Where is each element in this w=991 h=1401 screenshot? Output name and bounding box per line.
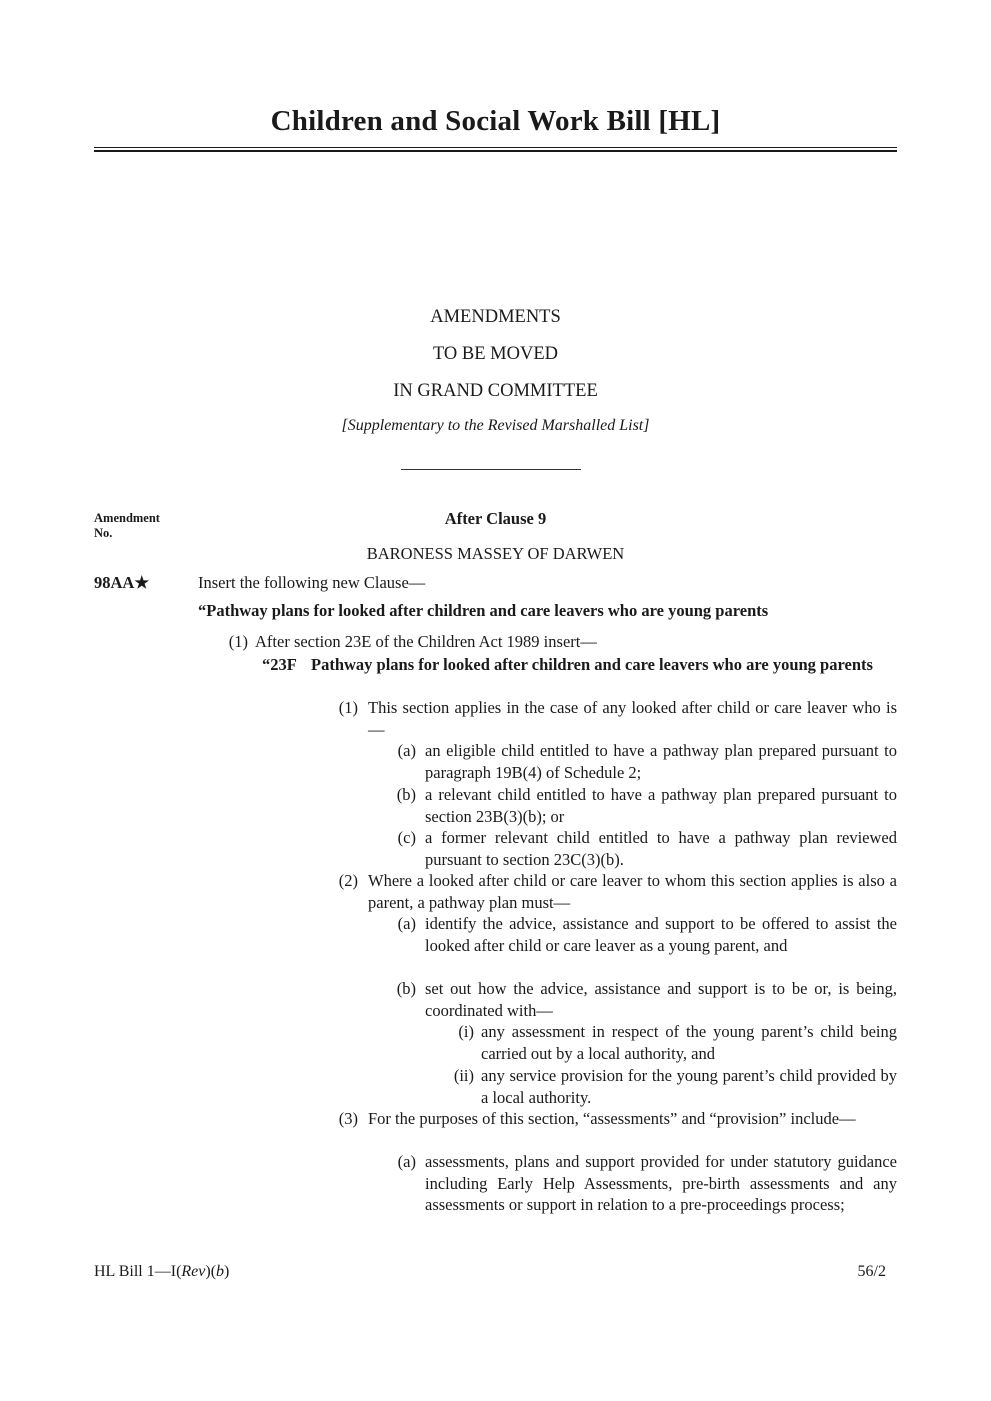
s2-b-item-ii-text: any service provision for the young parent’s child provided by a local authority. <box>481 1066 897 1107</box>
amendment-no-label-line1: Amendment <box>94 511 160 525</box>
bill-ref-rev: Rev <box>181 1263 206 1280</box>
after-clause-heading: After Clause 9 <box>444 509 547 528</box>
section-divider <box>401 469 581 470</box>
heading-to-be-moved: TO BE MOVED <box>432 344 559 364</box>
s1-number: (1) <box>338 698 358 717</box>
subsection-1-number: (1) <box>228 632 248 651</box>
s3-text: For the purposes of this section, “assessments” and “provision” include— <box>368 1109 856 1128</box>
s1-item-b-number: (b) <box>396 785 416 804</box>
section-23f-title: Pathway plans for looked after children and care leavers who are young parents <box>311 655 873 674</box>
s3-number: (3) <box>338 1109 358 1128</box>
heading-grand-committee: IN GRAND COMMITTEE <box>393 381 598 401</box>
s1-item-a-text: an eligible child entitled to have a pathway plan prepared pursuant to paragraph 19B(4) of Schedule 2; <box>425 741 897 782</box>
bill-ref-mid: )( <box>205 1263 217 1280</box>
s2-b-item-i-text: any assessment in respect of the young parent’s child being carried out by a local authority, and <box>481 1022 897 1063</box>
s1-item-c-text: a former relevant child entitled to have a pathway plan reviewed pursuant to section 23C(3)(b). <box>425 828 897 869</box>
bill-ref-b: b <box>216 1263 225 1280</box>
amendment-no-label-line2: No. <box>94 526 113 540</box>
bill-ref-suffix: ) <box>224 1263 230 1280</box>
s3-item-a-number: (a) <box>397 1152 416 1171</box>
amendment-intro: Insert the following new Clause— <box>198 573 426 592</box>
s2-item-a-text: identify the advice, assistance and support to be offered to assist the looked after child or care leaver as a young parent, and <box>425 914 897 955</box>
s1-item-a-number: (a) <box>397 741 416 760</box>
clause-title: “Pathway plans for looked after children and care leavers who are young parents <box>198 601 769 620</box>
title-rule-thin <box>94 147 897 148</box>
amendment-number: 98AA★ <box>94 573 150 592</box>
page-title: Children and Social Work Bill [HL] <box>270 105 721 137</box>
heading-amendments: AMENDMENTS <box>430 307 561 327</box>
s2-b-item-i-number: (i) <box>458 1022 474 1041</box>
sponsor-name: BARONESS MASSEY OF DARWEN <box>366 544 625 563</box>
s2-item-a-number: (a) <box>397 914 416 933</box>
s1-item-c-number: (c) <box>397 828 416 847</box>
s1-text: This section applies in the case of any looked after child or care leaver who is— <box>368 698 897 739</box>
title-rule-thick <box>94 150 897 152</box>
bill-ref-prefix: HL Bill 1—I( <box>94 1263 182 1280</box>
s2-b-item-ii-number: (ii) <box>453 1066 474 1085</box>
bill-reference <box>94 1263 229 1281</box>
s2-number: (2) <box>338 871 358 890</box>
page-reference: 56/2 <box>857 1263 886 1280</box>
s2-text: Where a looked after child or care leaver to whom this section applies is also a parent, a pathway plan must— <box>368 871 897 912</box>
subsection-1-text: After section 23E of the Children Act 1989 insert— <box>255 632 597 651</box>
s3-item-a-text: assessments, plans and support provided for under statutory guidance including Early Help Assessments, pre-birth assessments and any assessments or support in relation to a pre-proceedings process; <box>425 1152 897 1215</box>
s1-item-b-text: a relevant child entitled to have a pathway plan prepared pursuant to section 23B(3)(b); or <box>425 785 897 826</box>
s2-item-b-text: set out how the advice, assistance and support is to be or, is being, coordinated with— <box>425 979 897 1020</box>
subtitle: [Supplementary to the Revised Marshalled List] <box>341 417 650 434</box>
section-23f-number: “23F <box>262 655 297 674</box>
s2-item-b-number: (b) <box>396 979 416 998</box>
